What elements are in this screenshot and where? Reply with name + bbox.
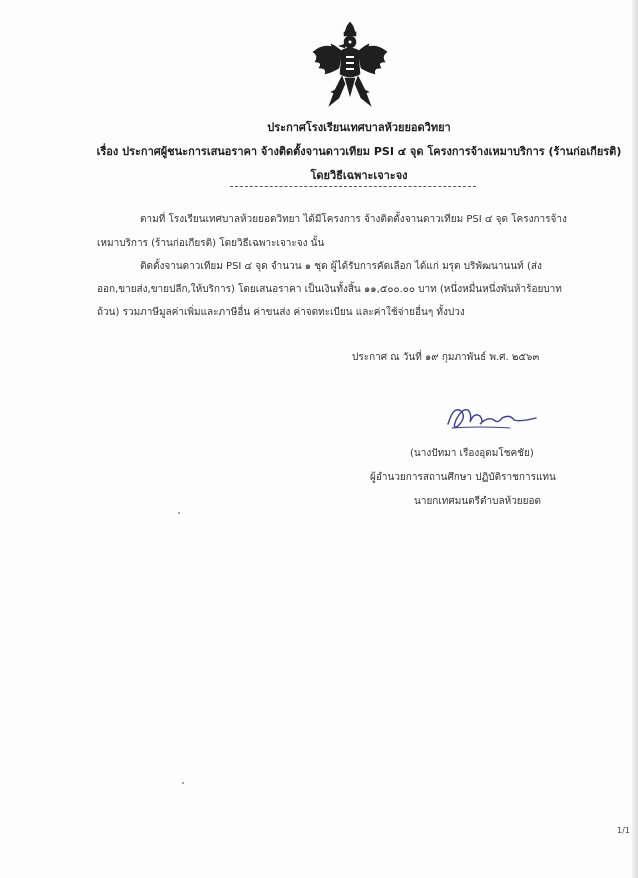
announcement-title: ประกาศโรงเรียนเทศบาลห้วยยอดวิทยา (267, 121, 451, 134)
signature-icon (440, 398, 540, 434)
scan-speck (182, 782, 184, 784)
paragraph-1-line-2: เหมาบริการ (ร้านก่อเกียรติ) โดยวิธีเฉพาะเจาะจง นั้น (97, 238, 325, 249)
paragraph-2-line-1: ติดตั้งจานดาวเทียม PSI ๔ จุด จำนวน ๑ ชุด ผู้ได้รับการคัดเลือก ได้แก่ มรุต บริพัฒนานนท์ (ส่ง (140, 261, 542, 272)
garuda-emblem-icon (309, 22, 391, 110)
announcement-date: ประกาศ ณ วันที่ ๑๙ กุมภาพันธ์ พ.ศ. ๒๕๖๓ (352, 352, 540, 363)
signer-name: (นางปัทมา เรืองอุดมโชคชัย) (410, 448, 534, 459)
separator-line (230, 186, 476, 187)
paragraph-2-line-3: ถ้วน) รวมภาษีมูลค่าเพิ่มและภาษีอื่น ค่าขนส่ง ค่าจดทะเบียน และค่าใช้จ่ายอื่นๆ ทั้งปวง (97, 307, 465, 318)
page-number: 1/1 (617, 826, 630, 835)
paragraph-2-line-2: ออก,ขายส่ง,ขายปลีก,ให้บริการ) โดยเสนอราคา เป็นเงินทั้งสิ้น ๑๑,๕๐๐.๐๐ บาท (หนึ่งหมื่นหนึ่งพันห้าร้อยบาท (97, 284, 562, 295)
paragraph-1-line-1: ตามที่ โรงเรียนเทศบาลห้วยยอดวิทยา ได้มีโครงการ จ้างติดตั้งจานดาวเทียม PSI ๔ จุด โครงการจ้าง (140, 214, 567, 225)
announcement-subject: เรื่อง ประกาศผู้ชนะการเสนอราคา จ้างติดตั้งจานดาวเทียม PSI ๔ จุด โครงการจ้างเหมาบริการ (ร้านก่อเกียรติ) (96, 145, 622, 158)
signer-position-2: นายกเทศมนตรีตำบลห้วยยอด (414, 496, 542, 507)
signer-position: ผู้อำนวยการสถานศึกษา ปฏิบัติราชการแทน (370, 472, 556, 483)
announcement-method: โดยวิธีเฉพาะเจาะจง (310, 169, 408, 182)
scan-speck (178, 512, 180, 514)
